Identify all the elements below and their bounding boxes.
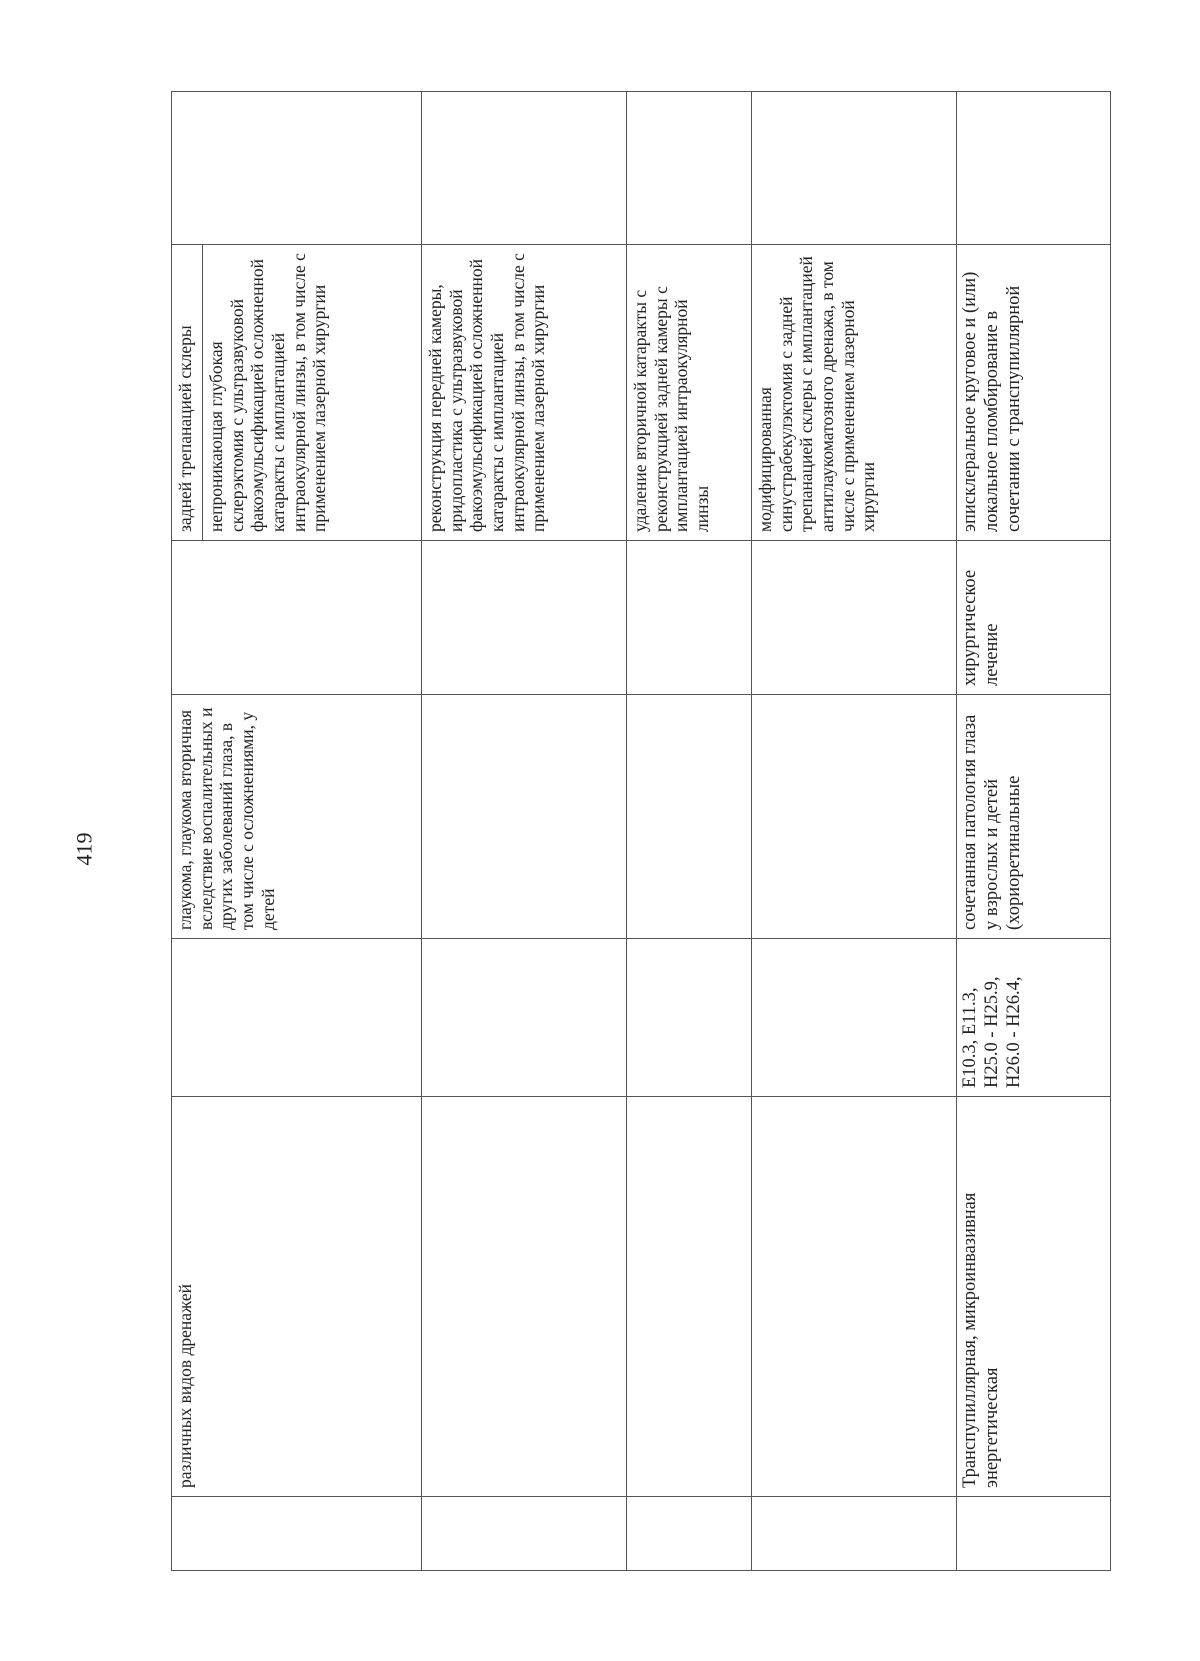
table-row xyxy=(422,92,627,1571)
table-cell xyxy=(422,1097,627,1497)
table-cell: различных видов дренажей xyxy=(172,1097,422,1497)
table-cell xyxy=(752,541,957,695)
table-cell xyxy=(422,939,627,1097)
table-cell xyxy=(627,1097,752,1497)
table-cell: Транспупиллярная, микроинвазивная энергетическая xyxy=(957,1097,1111,1497)
table-cell-split xyxy=(172,245,422,541)
table-cell xyxy=(957,1497,1111,1571)
table-cell xyxy=(172,1497,422,1571)
table-cell xyxy=(627,92,752,245)
table-cell: хирургическое лечение xyxy=(957,541,1111,695)
table-cell: удаление вторичной катаракты с реконструкцией задней камеры с имплантацией интраокулярной линзы xyxy=(627,245,752,541)
table-cell xyxy=(172,541,422,695)
table-cell xyxy=(172,939,422,1097)
table-cell xyxy=(172,92,422,245)
table-cell: модифицированная синустрабекулэктомия с задней трепанацией склеры с имплантацией антиглаукоматозного дренажа, в том числе с применением лазерной хирургии xyxy=(752,245,957,541)
table-cell xyxy=(752,92,957,245)
table-cell-bottom: непроникающая глубокая склерэктомия с ультразвуковой факоэмульсификацией осложненной катаракты с имплантацией интраокулярной линзы, в том числе с применением лазерной хирургии xyxy=(206,253,330,532)
table-cell xyxy=(752,939,957,1097)
table-cell: E10.3, E11.3, H25.0 - H25.9, H26.0 - H26.4, xyxy=(957,939,1111,1097)
table-cell xyxy=(422,92,627,245)
table-cell xyxy=(957,92,1111,245)
table-cell xyxy=(422,541,627,695)
table-cell xyxy=(627,541,752,695)
table-row xyxy=(957,92,1111,1571)
table-cell xyxy=(752,1497,957,1571)
rotated-table-container xyxy=(171,92,1110,1571)
table-cell xyxy=(627,939,752,1097)
table-cell xyxy=(422,1497,627,1571)
page-number: 419 xyxy=(71,832,97,866)
table-cell: глаукома, глаукома вторичная вследствие воспалительных и других заболеваний глаза, в том числе с осложнениями, у детей xyxy=(172,695,422,939)
table-cell: реконструкция передней камеры, иридопластика с ультразвуковой факоэмульсификацией осложненной катаракты с имплантацией интраокулярной линзы, в том числе с применением лазерной хирургии xyxy=(422,245,627,541)
procedures-table xyxy=(171,91,1111,1571)
table-cell xyxy=(752,1097,957,1497)
table-cell: сочетанная патология глаза у взрослых и детей (хориоретинальные xyxy=(957,695,1111,939)
table-row xyxy=(627,92,752,1571)
table-cell xyxy=(627,695,752,939)
table-cell: эписклеральное круговое и (или) локальное пломбирование в сочетании с транспупиллярной xyxy=(957,245,1111,541)
table-cell-top: задней трепанацией склеры xyxy=(172,245,203,540)
table-cell xyxy=(752,695,957,939)
table-row xyxy=(752,92,957,1571)
table-row xyxy=(172,92,422,1571)
table-cell xyxy=(627,1497,752,1571)
table-cell xyxy=(422,695,627,939)
